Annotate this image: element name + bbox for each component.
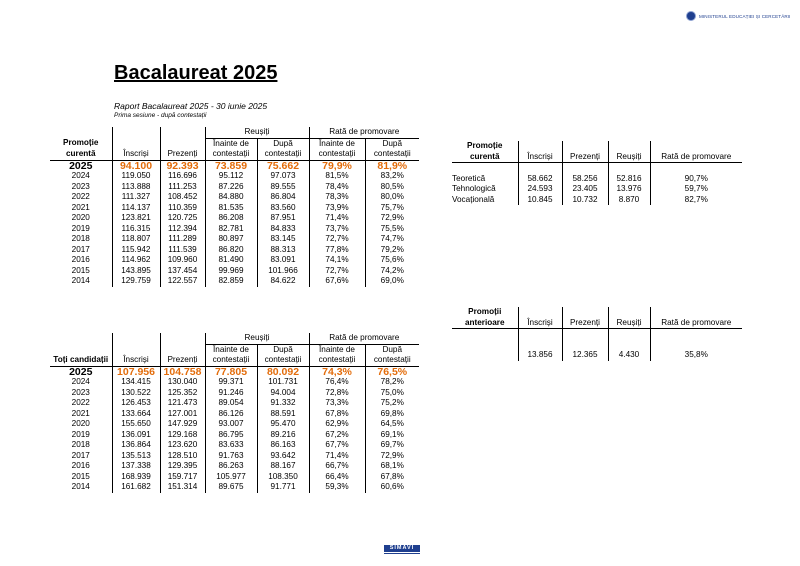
- current-year-row: [50, 160, 419, 171]
- cell-prezenti: 123.620: [160, 440, 205, 451]
- cell-rata-inainte: 77,8%: [309, 245, 365, 256]
- cell-reusiti-dupa: 89.216: [257, 430, 309, 441]
- col-dupa-1: După: [257, 138, 309, 149]
- current-year-row: [50, 171, 419, 182]
- rata-group-header: Rată de promovare: [309, 333, 419, 344]
- cell-reusiti-dupa: 95.470: [257, 419, 309, 430]
- cell-rata-dupa: 74,7%: [365, 234, 419, 245]
- cell-prezenti: 111.253: [160, 182, 205, 193]
- cell-inscrisi: 107.956: [112, 366, 160, 377]
- cell-reusiti-dupa: 101.731: [257, 377, 309, 388]
- cell-prezenti: 104.758: [160, 366, 205, 377]
- track-row: [452, 195, 742, 206]
- cell-inscrisi: 24.593: [518, 184, 562, 195]
- cell-rata-inainte: 78,4%: [309, 182, 365, 193]
- cell-rata-inainte: 66,4%: [309, 472, 365, 483]
- cell-rata: 90,7%: [650, 174, 742, 185]
- cell-inscrisi: 126.453: [112, 398, 160, 409]
- previous-label-line1: Promoții: [468, 307, 502, 316]
- cell-track: Teoretică: [452, 173, 486, 183]
- all-year-row: [50, 440, 419, 451]
- ministry-seal-icon: [686, 11, 696, 21]
- all-candidates-label: Toți candidații: [50, 355, 112, 366]
- all-year-row: [50, 430, 419, 441]
- col-rata-dupa-2: contestații: [365, 355, 419, 366]
- cell-inscrisi: 168.939: [112, 472, 160, 483]
- cell-year: 2021: [71, 408, 90, 418]
- cell-year: 2024: [71, 377, 90, 386]
- cell-reusiti: 13.976: [608, 184, 650, 195]
- cell-prezenti: 121.473: [160, 398, 205, 409]
- cell-rata-dupa: 75,2%: [365, 398, 419, 409]
- cell-reusiti-dupa: 94.004: [257, 388, 309, 399]
- cell-rata-dupa: 75,7%: [365, 203, 419, 214]
- all-candidates-table: [50, 333, 419, 493]
- cell-prezenti: 128.510: [160, 451, 205, 462]
- cell-year: 2020: [71, 419, 90, 428]
- current-promotion-table: [50, 127, 419, 287]
- track-label-line1: Promoție: [467, 141, 503, 150]
- cell-rata-dupa: 74,2%: [365, 266, 419, 277]
- cell-rata-inainte: 74,3%: [309, 366, 365, 377]
- cell-reusiti-inainte: 105.977: [205, 472, 257, 483]
- cell-rata-dupa: 72,9%: [365, 213, 419, 224]
- cell-rata-inainte: 71,4%: [309, 451, 365, 462]
- cell-reusiti-inainte: 89.675: [205, 482, 257, 493]
- cell-prezenti: 159.717: [160, 472, 205, 483]
- cell-year: 2023: [71, 387, 90, 397]
- col-rata-inainte-2: contestații: [309, 355, 365, 366]
- col-inainte-2: contestații: [205, 355, 257, 366]
- cell-prezenti: 129.395: [160, 461, 205, 472]
- cell-year: 2017: [71, 244, 90, 254]
- cell-reusiti: 8.870: [608, 195, 650, 206]
- cell-reusiti-dupa: 87.951: [257, 213, 309, 224]
- cell-reusiti-inainte: 83.633: [205, 440, 257, 451]
- cell-rata: 35,8%: [650, 350, 742, 361]
- cell-reusiti-inainte: 91.763: [205, 451, 257, 462]
- session-subtitle: Prima sesiune - după contestații: [114, 112, 207, 119]
- cell-prezenti: 10.732: [562, 195, 608, 206]
- cell-rata-inainte: 67,2%: [309, 430, 365, 441]
- all-year-row: [50, 419, 419, 430]
- col-rata: Rată de promovare: [650, 152, 742, 163]
- cell-reusiti-inainte: 99.371: [205, 377, 257, 388]
- cell-rata-dupa: 60,6%: [365, 482, 419, 493]
- cell-rata-dupa: 78,2%: [365, 377, 419, 388]
- cell-rata-dupa: 69,7%: [365, 440, 419, 451]
- cell-rata-inainte: 81,5%: [309, 171, 365, 182]
- cell-prezenti: 111.539: [160, 245, 205, 256]
- previous-row: [452, 350, 742, 361]
- cell-rata-inainte: 73,9%: [309, 203, 365, 214]
- cell-prezenti: 122.557: [160, 276, 205, 287]
- cell-reusiti-dupa: 97.073: [257, 171, 309, 182]
- cell-prezenti: 116.696: [160, 171, 205, 182]
- cell-rata-dupa: 75,5%: [365, 224, 419, 235]
- cell-prezenti: 130.040: [160, 377, 205, 388]
- simavi-logo: SIMAVI: [384, 545, 420, 552]
- cell-reusiti-inainte: 87.226: [205, 182, 257, 193]
- cell-reusiti-dupa: 108.350: [257, 472, 309, 483]
- cell-reusiti-dupa: 101.966: [257, 266, 309, 277]
- cell-reusiti-dupa: 83.560: [257, 203, 309, 214]
- all-year-row: [50, 388, 419, 399]
- cell-year: 2014: [71, 276, 90, 285]
- cell-reusiti-inainte: 91.246: [205, 388, 257, 399]
- cell-year: 2022: [71, 192, 90, 201]
- col-rata: Rată de promovare: [650, 318, 742, 329]
- cell-prezenti: 92.393: [160, 160, 205, 171]
- cell-rata-inainte: 67,7%: [309, 440, 365, 451]
- cell-inscrisi: 116.315: [112, 224, 160, 235]
- cell-prezenti: 125.352: [160, 388, 205, 399]
- all-year-row: [50, 366, 419, 377]
- col-rata-dupa-1: După: [365, 138, 419, 149]
- all-year-row: [50, 451, 419, 462]
- track-breakdown-table: [452, 141, 742, 205]
- cell-year: 2022: [71, 398, 90, 407]
- col-reusiti: Reușiți: [608, 318, 650, 329]
- cell-inscrisi: 155.650: [112, 419, 160, 430]
- cell-rata: 82,7%: [650, 195, 742, 206]
- track-row: [452, 174, 742, 185]
- cell-inscrisi: 113.888: [112, 182, 160, 193]
- previous-promotions-table: [452, 307, 742, 361]
- col-inscrisi: Înscriși: [518, 152, 562, 163]
- cell-inscrisi: 133.664: [112, 409, 160, 420]
- cell-reusiti-dupa: 88.313: [257, 245, 309, 256]
- cell-prezenti: 12.365: [562, 350, 608, 361]
- cell-rata-inainte: 76,4%: [309, 377, 365, 388]
- cell-year: 2023: [71, 181, 90, 191]
- col-inainte-1: Înainte de: [205, 344, 257, 355]
- cell-inscrisi: 123.821: [112, 213, 160, 224]
- cell-reusiti-inainte: 89.054: [205, 398, 257, 409]
- ministry-logo: [686, 11, 791, 21]
- cell-year: 2015: [71, 265, 90, 275]
- cell-inscrisi: 135.513: [112, 451, 160, 462]
- cell-prezenti: 110.359: [160, 203, 205, 214]
- footer-divider: [384, 553, 420, 554]
- cell-prezenti: 127.001: [160, 409, 205, 420]
- all-year-row: [50, 409, 419, 420]
- cell-rata: 59,7%: [650, 184, 742, 195]
- col-prezenti: Prezenți: [562, 152, 608, 163]
- cell-reusiti-inainte: 99.969: [205, 266, 257, 277]
- cell-inscrisi: 94.100: [112, 160, 160, 171]
- cell-rata-dupa: 69,1%: [365, 430, 419, 441]
- cell-track: Vocațională: [452, 194, 495, 204]
- cell-rata-inainte: 71,4%: [309, 213, 365, 224]
- cell-reusiti-dupa: 84.833: [257, 224, 309, 235]
- cell-rata-inainte: 67,8%: [309, 409, 365, 420]
- current-year-row: [50, 276, 419, 287]
- cell-reusiti-inainte: 80.897: [205, 234, 257, 245]
- current-year-row: [50, 224, 419, 235]
- cell-prezenti: 129.168: [160, 430, 205, 441]
- col-rata-inainte-2: contestații: [309, 149, 365, 160]
- cell-year: 2025: [69, 159, 93, 172]
- previous-label-line2: anterioare: [452, 318, 518, 329]
- col-inscrisi: Înscriși: [112, 149, 160, 160]
- reusiti-group-header: Reușiți: [205, 127, 309, 138]
- cell-rata-inainte: 78,3%: [309, 192, 365, 203]
- current-year-row: [50, 192, 419, 203]
- cell-rata-dupa: 68,1%: [365, 461, 419, 472]
- cell-inscrisi: 136.864: [112, 440, 160, 451]
- cell-rata-dupa: 64,5%: [365, 419, 419, 430]
- cell-year: 2024: [71, 171, 90, 180]
- cell-inscrisi: 114.137: [112, 203, 160, 214]
- cell-year: 2016: [71, 461, 90, 470]
- cell-year: 2020: [71, 213, 90, 222]
- cell-reusiti-inainte: 86.820: [205, 245, 257, 256]
- cell-rata-dupa: 81,9%: [365, 160, 419, 171]
- col-dupa-2: contestații: [257, 149, 309, 160]
- cell-track: Tehnologică: [452, 184, 496, 193]
- cell-rata-dupa: 72,9%: [365, 451, 419, 462]
- cell-reusiti: 52.816: [608, 174, 650, 185]
- col-rata-inainte-1: Înainte de: [309, 138, 365, 149]
- cell-inscrisi: 13.856: [518, 350, 562, 361]
- col-inainte-1: Înainte de: [205, 138, 257, 149]
- cell-year: 2015: [71, 471, 90, 481]
- rata-group-header: Rată de promovare: [309, 127, 419, 138]
- col-inscrisi: Înscriși: [112, 355, 160, 366]
- cell-reusiti-dupa: 86.804: [257, 192, 309, 203]
- cell-rata-inainte: 74,1%: [309, 255, 365, 266]
- all-year-row: [50, 461, 419, 472]
- current-year-row: [50, 203, 419, 214]
- col-inainte-2: contestații: [205, 149, 257, 160]
- cell-reusiti-inainte: 86.208: [205, 213, 257, 224]
- cell-rata-dupa: 80,5%: [365, 182, 419, 193]
- cell-rata-inainte: 66,7%: [309, 461, 365, 472]
- current-year-row: [50, 255, 419, 266]
- cell-inscrisi: 136.091: [112, 430, 160, 441]
- cell-reusiti-dupa: 88.591: [257, 409, 309, 420]
- col-reusiti: Reușiți: [608, 152, 650, 163]
- cell-year: 2014: [71, 482, 90, 491]
- current-year-row: [50, 213, 419, 224]
- col-prezenti: Prezenți: [562, 318, 608, 329]
- cell-reusiti-dupa: 75.662: [257, 160, 309, 171]
- cell-prezenti: 111.289: [160, 234, 205, 245]
- current-year-row: [50, 266, 419, 277]
- cell-reusiti-dupa: 83.145: [257, 234, 309, 245]
- current-year-row: [50, 182, 419, 193]
- col-inscrisi: Înscriși: [518, 318, 562, 329]
- page-title: Bacalaureat 2025: [114, 62, 278, 84]
- cell-reusiti-inainte: 93.007: [205, 419, 257, 430]
- cell-rata-inainte: 62,9%: [309, 419, 365, 430]
- cell-reusiti-dupa: 80.092: [257, 366, 309, 377]
- cell-reusiti-dupa: 83.091: [257, 255, 309, 266]
- cell-reusiti-inainte: 77.805: [205, 366, 257, 377]
- cell-inscrisi: 137.338: [112, 461, 160, 472]
- cell-year: 2018: [71, 440, 90, 449]
- reusiti-group-header: Reușiți: [205, 333, 309, 344]
- cell-rata-dupa: 69,0%: [365, 276, 419, 287]
- cell-inscrisi: 118.807: [112, 234, 160, 245]
- track-label-line2: curentă: [452, 152, 518, 163]
- cell-inscrisi: 114.962: [112, 255, 160, 266]
- current-label-line2: curentă: [50, 149, 112, 160]
- cell-reusiti-dupa: 86.163: [257, 440, 309, 451]
- cell-year: 2017: [71, 450, 90, 460]
- current-year-row: [50, 245, 419, 256]
- all-year-row: [50, 377, 419, 388]
- cell-year: 2018: [71, 234, 90, 243]
- cell-rata-inainte: 79,9%: [309, 160, 365, 171]
- all-year-row: [50, 482, 419, 493]
- cell-year: 2019: [71, 429, 90, 439]
- cell-inscrisi: 58.662: [518, 174, 562, 185]
- cell-prezenti: 151.314: [160, 482, 205, 493]
- cell-prezenti: 108.452: [160, 192, 205, 203]
- cell-inscrisi: 161.682: [112, 482, 160, 493]
- cell-rata-inainte: 73,3%: [309, 398, 365, 409]
- cell-reusiti-dupa: 89.555: [257, 182, 309, 193]
- col-prezenti: Prezenți: [160, 149, 205, 160]
- all-year-row: [50, 472, 419, 483]
- col-rata-dupa-2: contestații: [365, 149, 419, 160]
- cell-reusiti-dupa: 88.167: [257, 461, 309, 472]
- col-rata-inainte-1: Înainte de: [309, 344, 365, 355]
- cell-prezenti: 109.960: [160, 255, 205, 266]
- cell-rata-dupa: 75,0%: [365, 388, 419, 399]
- track-row: [452, 184, 742, 195]
- cell-year: 2025: [69, 365, 93, 378]
- cell-reusiti-dupa: 84.622: [257, 276, 309, 287]
- all-year-row: [50, 398, 419, 409]
- cell-inscrisi: 10.845: [518, 195, 562, 206]
- cell-inscrisi: 119.050: [112, 171, 160, 182]
- cell-reusiti-inainte: 82.859: [205, 276, 257, 287]
- cell-inscrisi: 111.327: [112, 192, 160, 203]
- cell-inscrisi: 134.415: [112, 377, 160, 388]
- cell-year: 2019: [71, 223, 90, 233]
- cell-year: 2021: [71, 202, 90, 212]
- cell-reusiti: 4.430: [608, 350, 650, 361]
- cell-rata-dupa: 67,8%: [365, 472, 419, 483]
- cell-reusiti-inainte: 86.126: [205, 409, 257, 420]
- cell-rata-dupa: 79,2%: [365, 245, 419, 256]
- cell-inscrisi: 143.895: [112, 266, 160, 277]
- cell-reusiti-inainte: 86.263: [205, 461, 257, 472]
- col-prezenti: Prezenți: [160, 355, 205, 366]
- cell-rata-dupa: 69,8%: [365, 409, 419, 420]
- report-subtitle: Raport Bacalaureat 2025 - 30 iunie 2025: [114, 101, 268, 111]
- current-year-row: [50, 234, 419, 245]
- col-rata-dupa-1: După: [365, 344, 419, 355]
- cell-inscrisi: 115.942: [112, 245, 160, 256]
- cell-prezenti: 23.405: [562, 184, 608, 195]
- cell-reusiti-inainte: 82.781: [205, 224, 257, 235]
- cell-rata-inainte: 72,7%: [309, 234, 365, 245]
- cell-rata-inainte: 72,8%: [309, 388, 365, 399]
- cell-rata-inainte: 67,6%: [309, 276, 365, 287]
- cell-reusiti-dupa: 93.642: [257, 451, 309, 462]
- cell-prezenti: 147.929: [160, 419, 205, 430]
- cell-reusiti-dupa: 91.771: [257, 482, 309, 493]
- cell-rata-inainte: 72,7%: [309, 266, 365, 277]
- cell-reusiti-inainte: 81.535: [205, 203, 257, 214]
- cell-prezenti: 112.394: [160, 224, 205, 235]
- cell-reusiti-inainte: 73.859: [205, 160, 257, 171]
- cell-reusiti-inainte: 86.795: [205, 430, 257, 441]
- cell-prezenti: 137.454: [160, 266, 205, 277]
- cell-reusiti-inainte: 84.880: [205, 192, 257, 203]
- cell-inscrisi: 129.759: [112, 276, 160, 287]
- col-dupa-1: După: [257, 344, 309, 355]
- cell-prezenti: 58.256: [562, 174, 608, 185]
- cell-rata-dupa: 75,6%: [365, 255, 419, 266]
- cell-reusiti-inainte: 81.490: [205, 255, 257, 266]
- cell-reusiti-dupa: 91.332: [257, 398, 309, 409]
- cell-inscrisi: 130.522: [112, 388, 160, 399]
- cell-reusiti-inainte: 95.112: [205, 171, 257, 182]
- cell-rata-inainte: 73,7%: [309, 224, 365, 235]
- cell-rata-dupa: 76,5%: [365, 366, 419, 377]
- cell-rata-dupa: 80,0%: [365, 192, 419, 203]
- cell-prezenti: 120.725: [160, 213, 205, 224]
- ministry-name: MINISTERUL EDUCAȚIEI ȘI CERCETĂRII: [699, 13, 791, 19]
- cell-rata-dupa: 83,2%: [365, 171, 419, 182]
- cell-rata-inainte: 59,3%: [309, 482, 365, 493]
- current-label-line1: Promoție: [63, 138, 99, 148]
- col-dupa-2: contestații: [257, 355, 309, 366]
- cell-year: 2016: [71, 255, 90, 264]
